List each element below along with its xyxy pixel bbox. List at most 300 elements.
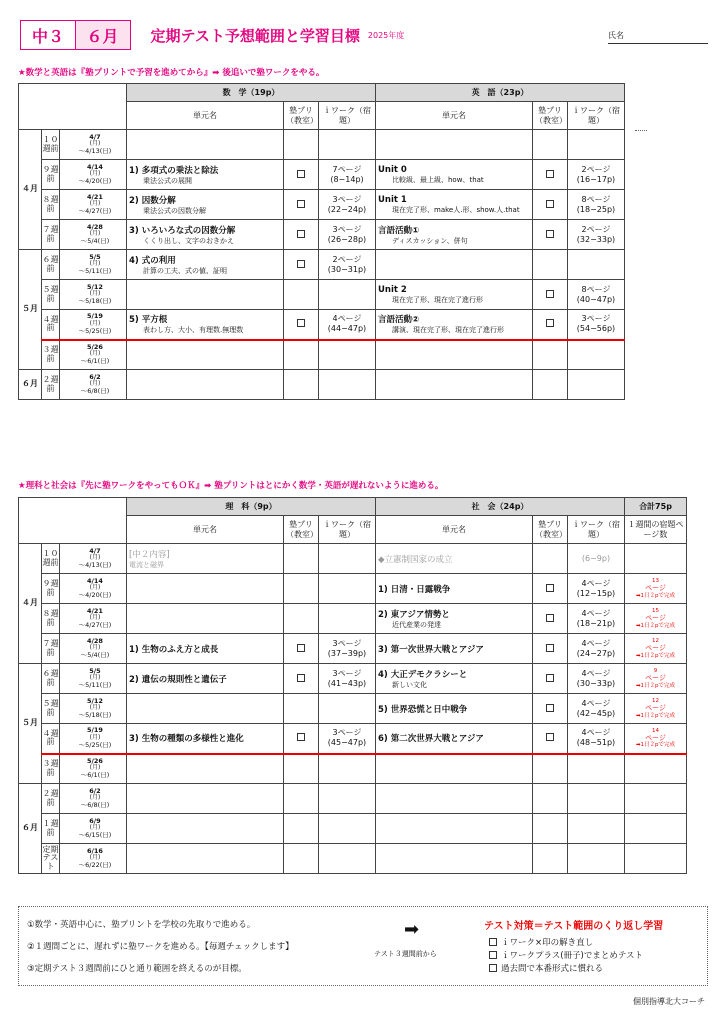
unit-cell [127,844,284,874]
unit-cell [376,340,533,370]
date-start: 4/7 [89,132,101,141]
work-pages-cell [568,694,625,724]
date-end: 〜6/1(日) [80,771,110,780]
unit-title: 言語活動② [378,315,420,326]
date-end: 〜4/20(日) [78,176,112,185]
date-start: 5/19 [87,312,103,321]
print-check-cell[interactable] [533,784,568,814]
checkbox-icon[interactable] [546,704,554,712]
work-pages-cell [568,130,625,160]
print-check-cell[interactable] [284,190,319,220]
date-end: 〜4/27(日) [78,620,112,629]
work-pages-cell [319,604,376,634]
date-cell [60,130,127,160]
print-check-cell[interactable] [533,220,568,250]
print-check-cell[interactable] [284,220,319,250]
unit-cell [127,664,284,694]
week-cell: ８週前 [42,604,60,634]
total-number: 13 [652,578,659,585]
work-pages-cell [568,634,625,664]
unit-title: ◆立憲制国家の成立 [378,554,453,565]
date-end: 〜4/20(日) [78,590,112,599]
date-end: 〜5/4(日) [80,236,110,245]
date-day: (月) [89,674,101,682]
date-start: 4/28 [87,222,103,231]
work-pages-cell [568,340,625,370]
week-cell: ７週前 [42,634,60,664]
unit-title: 1) 多項式の乗法と除法 [129,165,219,176]
date-day: (月) [89,170,101,178]
total-plan: ➡1日２pで完成 [635,742,676,749]
unit-title: 言語活動① [378,225,420,236]
table-row [19,724,687,754]
unit-cell [127,544,284,574]
strategy-item[interactable]: 過去問で本番形式に慣れる [489,962,603,974]
date-day: (月) [89,290,101,298]
date-start: 6/16 [87,846,103,855]
checkbox-icon[interactable] [489,938,497,946]
print-check-cell[interactable] [533,370,568,400]
month-cell: ５月 [19,250,42,370]
subject-header-2: 社 会（24p） [376,498,625,516]
footer-box [18,906,708,986]
strategy-item[interactable]: ｉワーク×印の解き直し [489,936,593,948]
work-pages-cell [319,634,376,664]
work-range: (24−27p) [576,648,616,658]
date-start: 5/5 [89,666,101,675]
print-check-cell[interactable] [533,340,568,370]
work-pages: 8ページ [581,284,611,294]
work-pages: 4ページ [581,608,611,618]
checkbox-icon[interactable] [297,260,305,268]
print-check-cell[interactable] [284,310,319,340]
total-unit: ページ [645,674,666,683]
table-row [19,130,625,160]
unit-cell [376,190,533,220]
date-day: (月) [89,140,101,148]
work-range: (22−24p) [327,204,367,214]
checkbox-icon[interactable] [546,733,554,741]
date-start: 4/14 [87,162,103,171]
work-range: (30−31p) [327,264,367,274]
work-range: (12−15p) [576,588,616,598]
print-check-cell[interactable] [284,544,319,574]
date-end: 〜5/18(日) [78,710,112,719]
total-unit: ページ [645,704,666,713]
work-pages-cell [568,250,625,280]
work-pages-cell [319,190,376,220]
week-cell: ９週前 [42,574,60,604]
print-check-cell[interactable] [533,754,568,784]
date-cell [60,340,127,370]
work-pages-cell [319,370,376,400]
date-cell [60,544,127,574]
print-check-cell[interactable] [284,694,319,724]
col-print: 塾プリ（教室） [284,516,319,544]
checkbox-icon[interactable] [546,290,554,298]
print-check-cell[interactable] [284,784,319,814]
work-pages-cell [568,310,625,340]
weekly-total-cell [625,724,687,754]
test-strategy-title: テスト対策＝テスト範囲のくり返し学習 [484,921,664,932]
date-day: (月) [89,350,101,358]
table-row [19,694,687,724]
col-unit-name: 単元名 [376,516,533,544]
date-end: 〜6/8(日) [80,386,110,395]
footer-line: ②１週間ごとに、遅れずに塾ワークを進める。【毎週チェックします】 [27,942,294,952]
unit-title: 4) 式の利用 [129,255,176,266]
work-pages: 2ページ [332,254,362,264]
week-cell: ５週前 [42,694,60,724]
checkbox-icon[interactable] [546,644,554,652]
work-range: (6−9p) [581,553,611,563]
print-check-cell[interactable] [533,310,568,340]
print-check-cell[interactable] [533,814,568,844]
work-pages-cell [568,844,625,874]
date-day: (月) [89,644,101,652]
date-end: 〜5/18(日) [78,296,112,305]
print-check-cell[interactable] [284,664,319,694]
table-row [19,544,687,574]
work-pages-cell [319,250,376,280]
checkbox-icon[interactable] [297,170,305,178]
total-plan: ➡1日２pで完成 [635,622,676,629]
unit-title: 1) 日清・日露戦争 [378,584,451,595]
table-row [19,634,687,664]
table-row [19,784,687,814]
print-check-cell[interactable] [284,130,319,160]
unit-cell [376,844,533,874]
weekly-total-cell [625,664,687,694]
print-check-cell[interactable] [533,544,568,574]
unit-cell [127,604,284,634]
science-social-table [18,497,687,874]
date-start: 5/26 [87,756,103,765]
work-range: (18−21p) [576,618,616,628]
unit-cell [376,544,533,574]
date-cell [60,574,127,604]
unit-title: Unit 0 [378,164,407,175]
print-check-cell[interactable] [284,754,319,784]
print-check-cell[interactable] [533,634,568,664]
table-row [19,280,625,310]
checkbox-icon[interactable] [546,200,554,208]
date-day: (月) [89,733,101,741]
print-check-cell[interactable] [533,280,568,310]
work-pages-cell [319,160,376,190]
print-check-cell[interactable] [284,844,319,874]
month-cell: ５月 [19,664,42,784]
total-unit: ページ [645,734,666,743]
month-label: ６月 [75,20,131,50]
col-total: １週間の宿題ページ数 [625,516,687,544]
col-unit-name: 単元名 [127,516,284,544]
unit-cell [376,310,533,340]
unit-cell [127,370,284,400]
unit-cell [376,784,533,814]
week-cell: １０週前 [42,544,60,574]
date-cell [60,370,127,400]
date-cell [60,190,127,220]
total-plan: ➡1日２pで完成 [635,652,676,659]
unit-cell [127,574,284,604]
date-start: 4/21 [87,192,103,201]
date-day: (月) [89,614,101,622]
work-pages-cell [319,544,376,574]
work-pages: 8ページ [581,194,611,204]
unit-cell [376,634,533,664]
unit-sub: 電流と磁界 [129,560,164,569]
week-cell: ２週前 [42,370,60,400]
checkbox-icon[interactable] [297,644,305,652]
date-start: 4/14 [87,576,103,585]
unit-cell [127,754,284,784]
unit-cell [376,664,533,694]
work-pages-cell [568,160,625,190]
unit-sub: 乗法公式の因数分解 [143,206,206,215]
work-pages: 3ページ [332,638,362,648]
date-start: 4/7 [89,546,101,555]
unit-cell [376,754,533,784]
work-range: (18−25p) [576,204,616,214]
unit-cell [376,574,533,604]
work-range: (44−47p) [327,324,367,334]
work-pages-cell [319,340,376,370]
week-cell: １０週前 [42,130,60,160]
unit-title: Unit 1 [378,194,407,205]
total-number: 9 [653,668,658,675]
work-pages: 2ページ [581,164,611,174]
week-cell: ４週前 [42,724,60,754]
work-pages-cell [319,844,376,874]
checkbox-icon[interactable] [489,964,497,972]
unit-sub: 近代産業の発達 [392,620,441,629]
table-row [19,310,625,340]
unit-cell [127,310,284,340]
date-cell [60,634,127,664]
print-check-cell[interactable] [284,370,319,400]
page-header [20,20,404,50]
work-pages-cell [319,664,376,694]
print-check-cell[interactable] [284,574,319,604]
unit-sub: 新しい文化 [392,680,427,689]
unit-sub: 計算の工夫、式の値、証明 [143,266,227,275]
total-plan: ➡1日２pで完成 [635,712,676,719]
date-end: 〜6/8(日) [80,800,110,809]
work-pages: 3ページ [332,728,362,738]
total-plan: ➡1日２pで完成 [635,682,676,689]
month-cell: ４月 [19,130,42,250]
week-cell: ２週前 [42,784,60,814]
week-cell: １週前 [42,814,60,844]
unit-title: 3) 第一次世界大戦とアジア [378,644,484,655]
weekly-total-cell [625,544,687,574]
date-start: 4/21 [87,606,103,615]
note-math-english: ★数学と英語は『塾プリントで予習を進めてから』➡ 後追いで塾ワークをやる。 [18,68,325,78]
date-end: 〜4/13(日) [78,146,112,155]
date-cell [60,604,127,634]
unit-sub: 講演、現在完了形、現在完了進行形 [392,326,504,335]
work-pages: 4ページ [581,668,611,678]
checkbox-icon[interactable] [297,230,305,238]
table-row [19,574,687,604]
unit-title: 4) 大正デモクラシーと [378,669,468,680]
unit-cell [376,604,533,634]
work-pages: 4ページ [581,638,611,648]
work-range: (37−39p) [327,648,367,658]
unit-cell [127,250,284,280]
date-end: 〜5/25(日) [78,740,112,749]
week-cell: ３週前 [42,754,60,784]
print-check-cell[interactable] [533,694,568,724]
date-day: (月) [89,230,101,238]
weekly-total-cell [625,604,687,634]
work-pages: 4ページ [332,314,362,324]
work-pages-cell [568,574,625,604]
checkbox-icon[interactable] [546,170,554,178]
math-english-table [18,83,625,400]
work-range: (42−45p) [576,708,616,718]
unit-sub: 現在完了形、make人.形、show.人.that [392,205,520,214]
checkbox-icon[interactable] [546,674,554,682]
print-check-cell[interactable] [284,724,319,754]
print-check-cell[interactable] [284,604,319,634]
name-field[interactable]: 氏名 [608,30,708,44]
date-end: 〜5/4(日) [80,650,110,659]
strategy-item[interactable]: ｉワークプラス(冊子)でまとめテスト [489,949,643,961]
checkbox-icon[interactable] [297,674,305,682]
work-pages-cell [568,544,625,574]
work-pages-cell [319,280,376,310]
unit-cell [127,634,284,664]
unit-title: 2) 東アジア情勢と [378,609,450,620]
work-pages: 3ページ [332,194,362,204]
subject-header-1: 数 学（19p） [127,84,376,102]
table-row [19,370,625,400]
date-day: (月) [89,854,101,862]
unit-cell [127,814,284,844]
unit-cell [127,724,284,754]
date-start: 4/28 [87,636,103,645]
note-science-social: ★理科と社会は『先に塾ワークをやってもＯＫ』➡ 塾プリントはとにかく数学・英語が遅れないように進める。 [18,481,444,491]
print-check-cell[interactable] [533,250,568,280]
total-number: 12 [652,698,659,705]
date-start: 5/12 [87,696,103,705]
date-cell [60,664,127,694]
checkbox-icon[interactable] [546,584,554,592]
work-range: (48−51p) [576,738,616,748]
date-day: (月) [89,260,101,268]
unit-cell [376,814,533,844]
print-check-cell[interactable] [284,340,319,370]
work-range: (32−33p) [576,234,616,244]
date-day: (月) [89,764,101,772]
work-range: (40−47p) [576,294,616,304]
unit-sub: 現在完了形、現在完了進行形 [392,295,483,304]
work-pages: 4ページ [581,698,611,708]
month-cell: ４月 [19,544,42,664]
unit-cell [127,280,284,310]
checkbox-icon[interactable] [297,319,305,327]
print-check-cell[interactable] [533,160,568,190]
unit-cell [376,130,533,160]
weekly-total-cell [625,754,687,784]
date-end: 〜6/22(日) [78,860,112,869]
date-cell [60,844,127,874]
unit-sub: くくり出し、文字のおきかえ [143,236,234,245]
work-pages-cell [319,754,376,784]
corner-cell [19,84,127,130]
print-check-cell[interactable] [533,604,568,634]
footer-line: ①数学・英語中心に、塾プリントを学校の先取りで進める。 [27,920,256,930]
date-start: 5/26 [87,342,103,351]
total-unit: ページ [645,584,666,593]
month-cell: ６月 [19,370,42,400]
unit-title: 3) 生物の種類の多様性と進化 [129,734,244,745]
unit-cell [127,784,284,814]
print-check-cell[interactable] [284,250,319,280]
checkbox-icon[interactable] [297,733,305,741]
weekly-total-cell [625,574,687,604]
checkbox-icon[interactable] [546,230,554,238]
weekly-total-cell [625,694,687,724]
print-check-cell[interactable] [284,634,319,664]
date-cell [60,724,127,754]
checkbox-icon[interactable] [297,200,305,208]
checkbox-icon[interactable] [546,614,554,622]
work-pages-cell [319,310,376,340]
week-cell: ８週前 [42,190,60,220]
date-day: (月) [89,584,101,592]
week-cell: ４週前 [42,310,60,340]
checkbox-icon[interactable] [546,319,554,327]
print-check-cell[interactable] [533,724,568,754]
checkbox-icon[interactable] [489,951,497,959]
month-cell: ６月 [19,784,42,874]
date-day: (月) [89,200,101,208]
table-row [19,844,687,874]
work-range: (30−33p) [576,678,616,688]
work-pages: 3ページ [332,224,362,234]
table-row [19,160,625,190]
unit-sub: 乗法公式の展開 [143,176,192,185]
print-check-cell[interactable] [533,664,568,694]
date-day: (月) [89,704,101,712]
print-check-cell[interactable] [533,130,568,160]
work-pages-cell [568,784,625,814]
date-cell [60,220,127,250]
print-check-cell[interactable] [284,160,319,190]
date-start: 5/5 [89,252,101,261]
print-check-cell[interactable] [533,190,568,220]
date-cell [60,160,127,190]
print-check-cell[interactable] [533,574,568,604]
date-day: (月) [89,554,101,562]
work-pages-cell [319,220,376,250]
date-end: 〜6/1(日) [80,357,110,366]
total-unit: ページ [645,644,666,653]
col-work: ｉワーク（宿題） [568,102,625,130]
work-range: (8−14p) [330,174,364,184]
print-check-cell[interactable] [284,280,319,310]
weekly-total-cell [625,844,687,874]
unit-title: 2) 因数分解 [129,195,176,206]
work-pages-cell [319,784,376,814]
print-check-cell[interactable] [533,844,568,874]
print-check-cell[interactable] [284,814,319,844]
grade-label: 中３ [20,20,76,50]
unit-cell [376,370,533,400]
